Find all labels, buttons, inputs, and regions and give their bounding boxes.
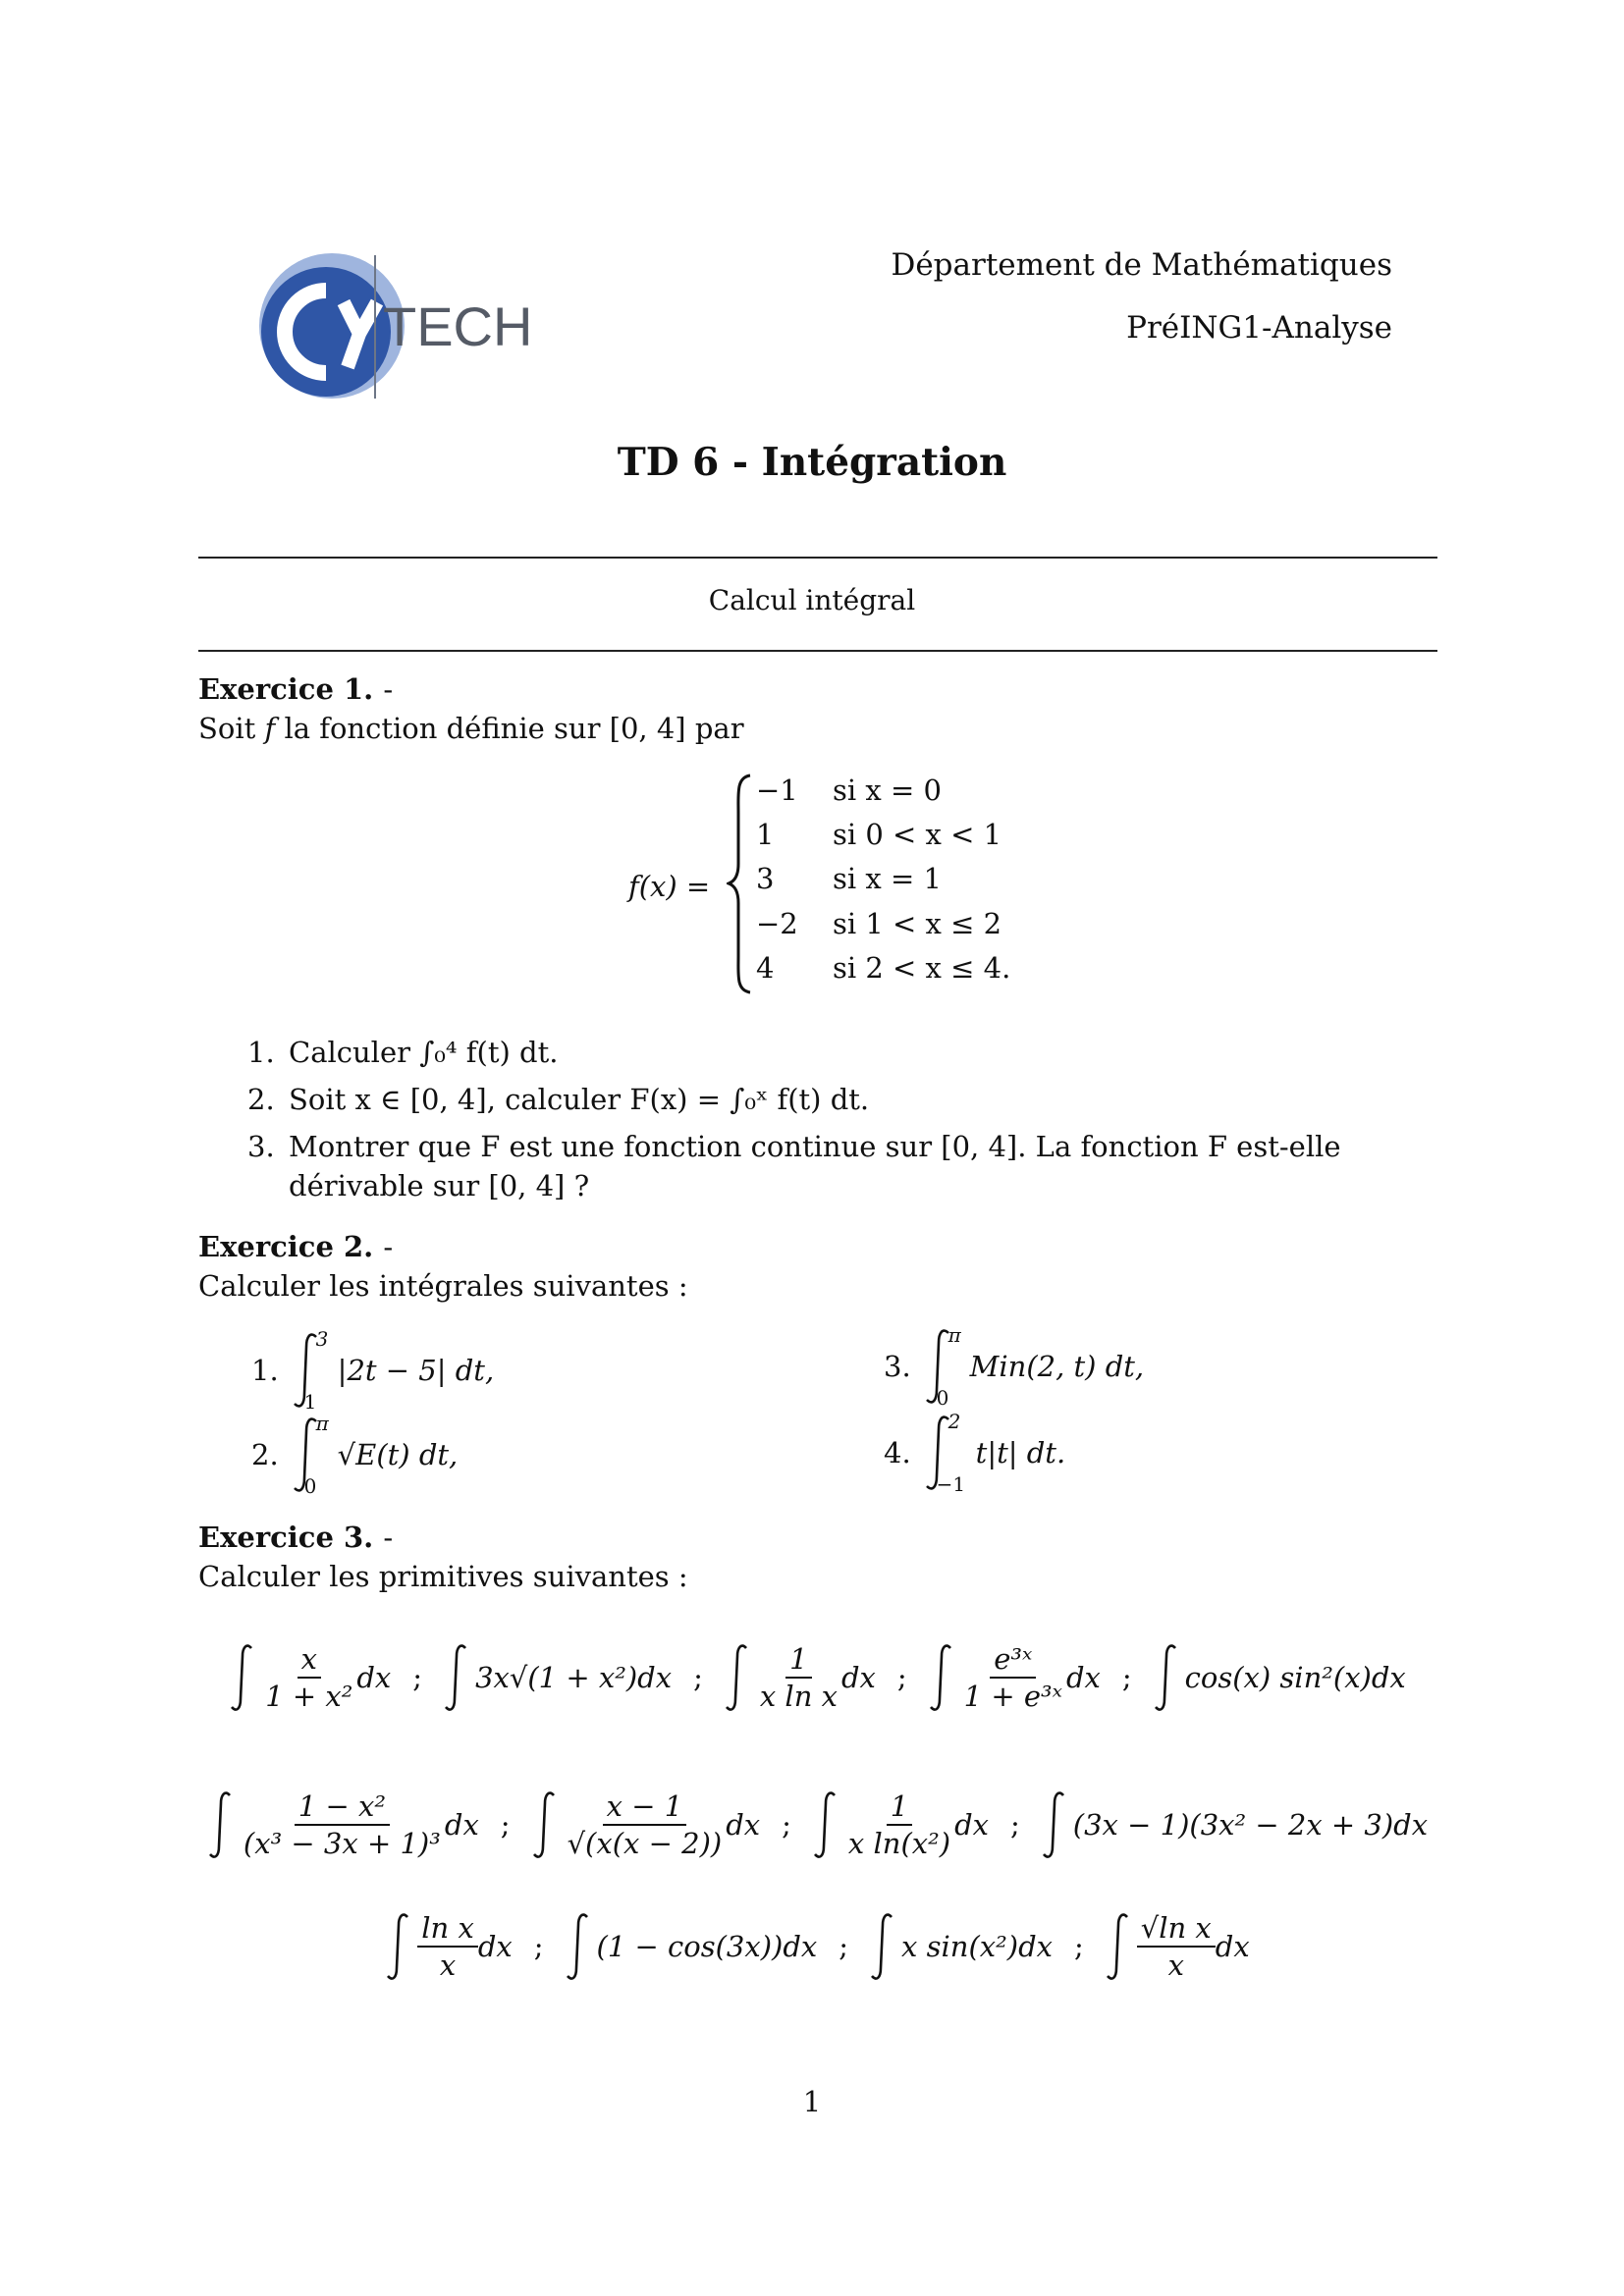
integral-sign-icon: [1106, 1911, 1133, 1982]
page-title: TD 6 - Intégration: [617, 440, 1007, 485]
divider-bottom: [198, 650, 1437, 652]
exercise-1-intro: Soit f la fonction définie sur [0, 4] par: [198, 712, 744, 745]
course-name: PréING1-Analyse: [1126, 310, 1392, 346]
integral-sign-icon: 2 −1: [925, 1414, 958, 1492]
exercise-2-header: [198, 1227, 1437, 1306]
primitive-item: x sin(x²)dx: [870, 1911, 1053, 1982]
primitives-row-2: $\frac{\text{1 − x²}}{\text{(x³ − 3x + 1)³}}$ dx ; $\frac{x - 1}{√(x(x - 2))}$ dx ; $\frac{1}{\text{x ln(x²)}}$ dx ; (3x − 1)(3x² − 2x + 3)dx: [198, 1789, 1437, 1861]
exercise-1-heading: Exercice 1. -: [198, 672, 394, 706]
exercise-2-heading: Exercice 2. -: [198, 1230, 394, 1263]
integral-sign-icon: [230, 1642, 257, 1713]
exercise-3-heading: Exercice 3. -: [198, 1521, 394, 1554]
piecewise-lhs: f(x) =: [628, 870, 711, 903]
department-name: Département de Mathématiques: [891, 247, 1392, 283]
primitive-item: 3x√(1 + x²)dx: [444, 1642, 672, 1713]
integral-sign-icon: [386, 1911, 413, 1982]
primitive-item: cos(x) sin²(x)dx: [1154, 1642, 1406, 1713]
primitive-item: (3x − 1)(3x² − 2x + 3)dx: [1042, 1789, 1428, 1860]
integral-sign-icon: [870, 1911, 897, 1982]
integral-sign-icon: π 0: [925, 1327, 958, 1406]
divider-top: [198, 557, 1437, 559]
primitive-item: (1 − cos(3x))dx: [566, 1911, 818, 1982]
integral-sign-icon: [566, 1911, 593, 1982]
primitives-row-1: $\frac{x}{\text{1 + x²}}$ dx ; 3x√(1 + x²)dx ; $\frac{1}{\text{x ln x}}$ dx ; $\frac{\text{e³ˣ}}{\text{1 + e³ˣ}}$ dx ; cos(x) sin²(x)dx: [198, 1641, 1437, 1714]
primitive-item: $\frac{\text{1 − x²}}{\text{(x³ − 3x + 1)³}}$ dx: [208, 1789, 479, 1861]
integral-sign-icon: [444, 1642, 471, 1713]
primitive-item: $\frac{x - 1}{√(x(x - 2))}$ dx: [532, 1789, 761, 1861]
integral-sign-icon: [929, 1642, 956, 1713]
exercise-3-header: [198, 1518, 1437, 1596]
integral-sign-icon: 3 1: [293, 1331, 326, 1410]
integral-sign-icon: [208, 1789, 236, 1860]
integral-sign-icon: π 0: [293, 1415, 326, 1494]
exercise-2-intro: Calculer les intégrales suivantes :: [198, 1269, 688, 1303]
left-brace: [727, 774, 752, 994]
section-subtitle: Calcul intégral: [708, 584, 916, 616]
integral-item: 1. 3 1 |2t − 5| dt,: [251, 1327, 495, 1414]
question-item: 2. Soit x ∈ [0, 4], calculer F(x) = ∫₀ˣ f(t) dt.: [247, 1083, 870, 1116]
svg-text:TECH: TECH: [383, 295, 533, 357]
integral-sign-icon: [725, 1642, 752, 1713]
page-number: 1: [802, 2085, 822, 2118]
integral-item: 3. π 0 Min(2, t) dt,: [884, 1323, 1145, 1410]
question-item: 3. Montrer que F est une fonction continue sur [0, 4]. La fonction F est-elle dérivable sur [0, 4] ?: [247, 1130, 1341, 1202]
exercise-1-questions: [198, 1033, 1437, 1205]
primitive-item: $\frac{\text{ln x}}{x}$ dx: [386, 1910, 512, 1983]
cy-tech-logo: [257, 251, 552, 400]
integral-sign-icon: [1154, 1642, 1181, 1713]
piecewise-definition: f(x) = −1 si x = 0 1 si 0 < x < 1 3 si x = 1 −2 si 1 < x ≤ 2 4 si 2 < x ≤ 4.: [628, 774, 1041, 999]
primitive-item: $\frac{1}{\text{x ln x}}$ dx: [725, 1641, 876, 1714]
integral-sign-icon: [813, 1789, 840, 1860]
primitive-item: $\frac{\text{√ln x}}{x}$ dx: [1106, 1910, 1250, 1983]
primitives-row-3: $\frac{\text{ln x}}{x}$ dx ; (1 − cos(3x))dx ; x sin(x²)dx ; $\frac{\text{√ln x}}{x}$ dx: [198, 1910, 1437, 1983]
integral-item: 2. π 0 √E(t) dt,: [251, 1412, 459, 1498]
primitive-item: $\frac{\text{e³ˣ}}{\text{1 + e³ˣ}}$ dx: [929, 1641, 1101, 1714]
primitive-item: $\frac{1}{\text{x ln(x²)}}$ dx: [813, 1789, 989, 1861]
exercise-1-header: [198, 669, 1437, 748]
integral-sign-icon: [1042, 1789, 1069, 1860]
exercise-3-intro: Calculer les primitives suivantes :: [198, 1560, 688, 1593]
integral-sign-icon: [532, 1789, 560, 1860]
question-item: 1. Calculer ∫₀⁴ f(t) dt.: [247, 1036, 559, 1069]
integral-item: 4. 2 −1 t|t| dt.: [884, 1410, 1066, 1496]
primitive-item: $\frac{x}{\text{1 + x²}}$ dx: [230, 1641, 391, 1714]
